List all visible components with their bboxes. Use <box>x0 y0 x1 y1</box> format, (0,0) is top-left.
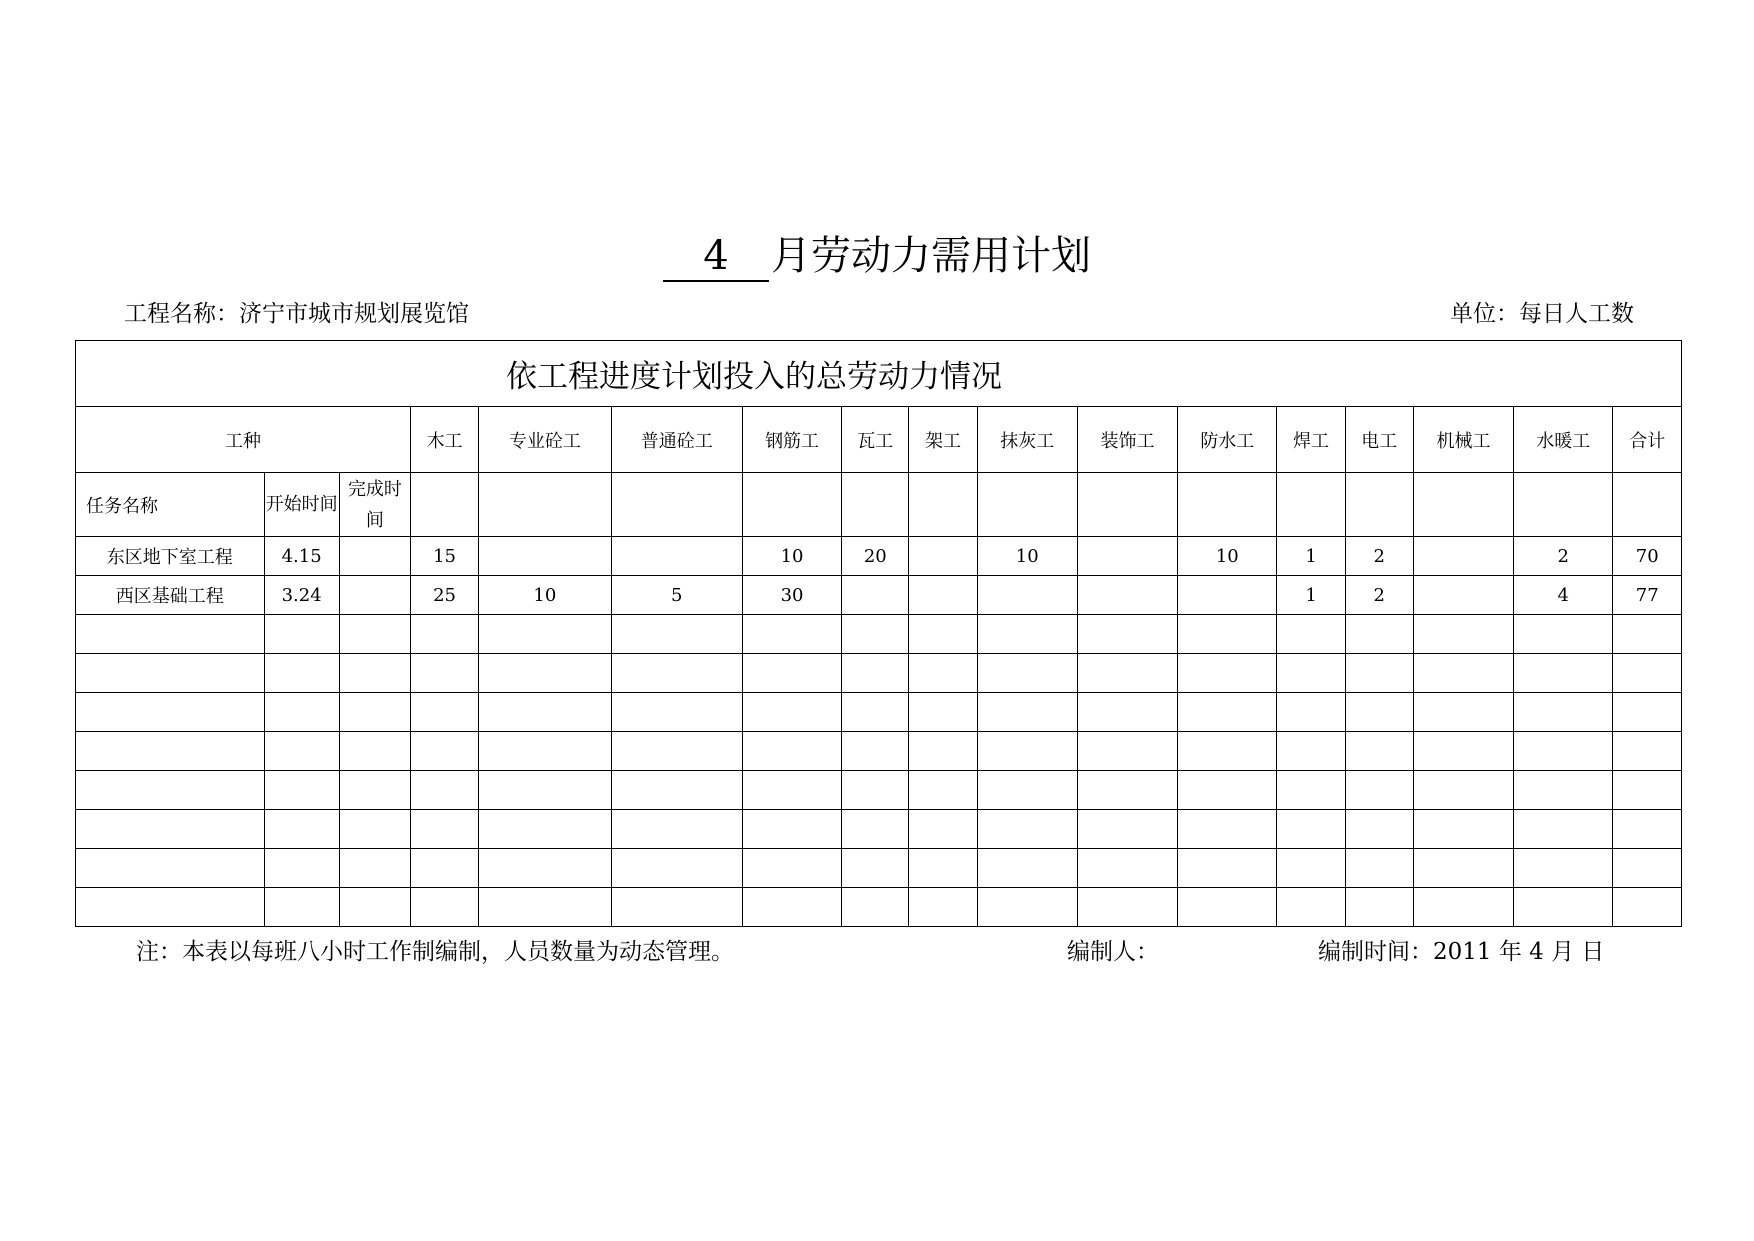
trade-header-cell: 装饰工 <box>1077 407 1177 473</box>
empty-cell <box>611 693 742 732</box>
value-cell <box>1077 576 1177 615</box>
header-blank-cell <box>842 473 909 537</box>
empty-cell <box>611 732 742 771</box>
project-name: 工程名称：济宁市城市规划展览馆 <box>124 301 469 327</box>
empty-cell <box>842 654 909 693</box>
empty-cell <box>977 771 1077 810</box>
empty-cell <box>479 693 611 732</box>
table-banner-row <box>76 341 1682 407</box>
empty-cell <box>339 654 410 693</box>
empty-cell <box>76 888 265 927</box>
header-blank-cell <box>977 473 1077 537</box>
trade-header-cell: 瓦工 <box>842 407 909 473</box>
empty-cell <box>76 615 265 654</box>
empty-cell <box>1514 771 1613 810</box>
empty-cell <box>742 615 841 654</box>
value-cell: 10 <box>1178 537 1277 576</box>
empty-cell <box>479 810 611 849</box>
task-name-header: 任务名称 <box>76 473 265 537</box>
empty-table-row <box>76 693 1682 732</box>
empty-cell <box>1613 732 1682 771</box>
empty-cell <box>479 615 611 654</box>
empty-cell <box>842 810 909 849</box>
empty-table-row <box>76 888 1682 927</box>
empty-cell <box>977 810 1077 849</box>
empty-table-row <box>76 771 1682 810</box>
value-cell <box>1077 537 1177 576</box>
header-blank-cell <box>1514 473 1613 537</box>
value-cell: 4 <box>1514 576 1613 615</box>
header-blank-cell <box>479 473 611 537</box>
empty-cell <box>1277 693 1345 732</box>
empty-cell <box>909 654 977 693</box>
value-cell: 77 <box>1613 576 1682 615</box>
header-blank-cell <box>909 473 977 537</box>
empty-cell <box>410 615 478 654</box>
header-blank-cell <box>1277 473 1345 537</box>
empty-cell <box>1413 732 1513 771</box>
empty-cell <box>1613 693 1682 732</box>
header-blank-cell <box>1613 473 1682 537</box>
empty-cell <box>1077 810 1177 849</box>
empty-table-row <box>76 732 1682 771</box>
empty-cell <box>1277 849 1345 888</box>
empty-cell <box>1514 849 1613 888</box>
footer-author: 编制人： <box>1067 939 1159 965</box>
value-cell <box>611 537 742 576</box>
empty-cell <box>1077 693 1177 732</box>
value-cell <box>1178 576 1277 615</box>
empty-cell <box>842 771 909 810</box>
start-time-cell: 3.24 <box>264 576 339 615</box>
empty-cell <box>264 693 339 732</box>
empty-cell <box>611 771 742 810</box>
empty-cell <box>1178 888 1277 927</box>
empty-cell <box>1178 654 1277 693</box>
empty-cell <box>1514 615 1613 654</box>
empty-cell <box>1514 732 1613 771</box>
empty-cell <box>977 654 1077 693</box>
value-cell: 2 <box>1514 537 1613 576</box>
value-cell: 25 <box>410 576 478 615</box>
empty-cell <box>1077 732 1177 771</box>
footer-date: 编制时间：2011 年 4 月 日 <box>1318 939 1605 965</box>
empty-cell <box>909 693 977 732</box>
trade-header-cell: 电工 <box>1345 407 1413 473</box>
empty-table-row <box>76 849 1682 888</box>
empty-cell <box>76 732 265 771</box>
value-cell: 2 <box>1345 537 1413 576</box>
empty-cell <box>1178 810 1277 849</box>
empty-cell <box>1413 810 1513 849</box>
empty-cell <box>479 849 611 888</box>
value-cell: 10 <box>742 537 841 576</box>
trade-header-cell: 专业砼工 <box>479 407 611 473</box>
empty-cell <box>1277 810 1345 849</box>
value-cell: 10 <box>977 537 1077 576</box>
empty-cell <box>842 849 909 888</box>
trade-header-cell: 普通砼工 <box>611 407 742 473</box>
empty-cell <box>1178 732 1277 771</box>
empty-cell <box>1077 615 1177 654</box>
empty-cell <box>1277 732 1345 771</box>
empty-cell <box>611 888 742 927</box>
empty-cell <box>1413 771 1513 810</box>
empty-cell <box>1178 693 1277 732</box>
end-time-header: 完成时间 <box>339 473 410 537</box>
empty-cell <box>909 888 977 927</box>
value-cell: 1 <box>1277 576 1345 615</box>
value-cell: 30 <box>742 576 841 615</box>
empty-cell <box>1613 771 1682 810</box>
value-cell: 70 <box>1613 537 1682 576</box>
empty-cell <box>410 693 478 732</box>
empty-cell <box>611 654 742 693</box>
empty-cell <box>742 654 841 693</box>
empty-cell <box>264 615 339 654</box>
empty-cell <box>1077 771 1177 810</box>
empty-cell <box>1413 654 1513 693</box>
trade-header-cell: 防水工 <box>1178 407 1277 473</box>
empty-cell <box>1178 615 1277 654</box>
empty-cell <box>264 888 339 927</box>
empty-cell <box>479 732 611 771</box>
table-row <box>76 537 1682 576</box>
trade-header-cell: 架工 <box>909 407 977 473</box>
empty-cell <box>76 771 265 810</box>
empty-cell <box>410 732 478 771</box>
empty-cell <box>742 693 841 732</box>
empty-cell <box>1413 693 1513 732</box>
empty-cell <box>339 771 410 810</box>
value-cell: 1 <box>1277 537 1345 576</box>
empty-cell <box>76 810 265 849</box>
empty-cell <box>1077 888 1177 927</box>
trade-header-cell: 机械工 <box>1413 407 1513 473</box>
empty-cell <box>611 810 742 849</box>
empty-cell <box>1413 615 1513 654</box>
empty-cell <box>742 849 841 888</box>
page-title <box>0 228 1754 284</box>
empty-cell <box>76 849 265 888</box>
start-time-cell: 4.15 <box>264 537 339 576</box>
empty-cell <box>264 849 339 888</box>
value-cell <box>842 576 909 615</box>
empty-cell <box>1413 888 1513 927</box>
trade-header-cell: 木工 <box>410 407 478 473</box>
empty-cell <box>842 888 909 927</box>
task-name-cell: 东区地下室工程 <box>76 537 265 576</box>
unit-label: 单位：每日人工数 <box>1450 301 1634 327</box>
empty-cell <box>1345 654 1413 693</box>
empty-cell <box>1277 771 1345 810</box>
empty-cell <box>339 849 410 888</box>
trade-header-row <box>76 407 1682 473</box>
empty-cell <box>76 693 265 732</box>
empty-cell <box>1277 888 1345 927</box>
empty-cell <box>479 888 611 927</box>
header-blank-cell <box>742 473 841 537</box>
empty-cell <box>410 771 478 810</box>
empty-cell <box>339 888 410 927</box>
empty-cell <box>842 732 909 771</box>
value-cell <box>909 537 977 576</box>
value-cell <box>1413 576 1513 615</box>
empty-table-row <box>76 810 1682 849</box>
empty-cell <box>339 693 410 732</box>
empty-cell <box>479 771 611 810</box>
header-blank-cell <box>1345 473 1413 537</box>
header-blank-cell <box>611 473 742 537</box>
empty-cell <box>1277 615 1345 654</box>
header-blank-cell <box>1077 473 1177 537</box>
empty-cell <box>1514 888 1613 927</box>
empty-cell <box>264 810 339 849</box>
empty-cell <box>977 849 1077 888</box>
empty-cell <box>1345 849 1413 888</box>
header-blank-cell <box>1413 473 1513 537</box>
value-cell: 15 <box>410 537 478 576</box>
task-name-cell: 西区基础工程 <box>76 576 265 615</box>
header-blank-cell <box>1178 473 1277 537</box>
empty-cell <box>842 693 909 732</box>
value-cell <box>479 537 611 576</box>
header-blank-cell <box>410 473 478 537</box>
empty-cell <box>742 888 841 927</box>
empty-cell <box>339 810 410 849</box>
table-row <box>76 576 1682 615</box>
empty-cell <box>1345 771 1413 810</box>
empty-cell <box>742 771 841 810</box>
trade-header-cell: 钢筋工 <box>742 407 841 473</box>
empty-cell <box>909 771 977 810</box>
empty-cell <box>1345 732 1413 771</box>
empty-cell <box>410 654 478 693</box>
empty-cell <box>977 732 1077 771</box>
empty-cell <box>1345 810 1413 849</box>
empty-cell <box>1613 615 1682 654</box>
empty-cell <box>76 654 265 693</box>
empty-cell <box>1514 654 1613 693</box>
trade-header: 工种 <box>76 407 411 473</box>
trade-header-cell: 抹灰工 <box>977 407 1077 473</box>
empty-cell <box>611 849 742 888</box>
empty-cell <box>1345 615 1413 654</box>
empty-cell <box>742 810 841 849</box>
empty-cell <box>1077 654 1177 693</box>
empty-cell <box>1345 693 1413 732</box>
empty-cell <box>339 615 410 654</box>
title-text: 月劳动力需用计划 <box>771 233 1091 279</box>
value-cell: 10 <box>479 576 611 615</box>
value-cell <box>1413 537 1513 576</box>
empty-table-row <box>76 615 1682 654</box>
empty-cell <box>1514 693 1613 732</box>
empty-cell <box>977 693 1077 732</box>
empty-cell <box>977 888 1077 927</box>
empty-cell <box>264 732 339 771</box>
empty-cell <box>977 615 1077 654</box>
title-month: 4 <box>663 232 769 282</box>
empty-cell <box>1413 849 1513 888</box>
labor-plan-table <box>75 340 1682 927</box>
task-header-row <box>76 473 1682 537</box>
empty-cell <box>1613 888 1682 927</box>
empty-cell <box>479 654 611 693</box>
empty-cell <box>909 615 977 654</box>
empty-cell <box>264 771 339 810</box>
trade-header-cell: 焊工 <box>1277 407 1345 473</box>
empty-cell <box>611 615 742 654</box>
value-cell <box>977 576 1077 615</box>
empty-cell <box>410 810 478 849</box>
empty-cell <box>410 888 478 927</box>
empty-cell <box>1345 888 1413 927</box>
empty-table-row <box>76 654 1682 693</box>
table-banner: 依工程进度计划投入的总劳动力情况 <box>76 341 1682 407</box>
empty-cell <box>339 732 410 771</box>
empty-cell <box>1514 810 1613 849</box>
empty-cell <box>1077 849 1177 888</box>
footer-note: 注：本表以每班八小时工作制编制，人员数量为动态管理。 <box>136 939 734 965</box>
end-time-cell <box>339 537 410 576</box>
empty-cell <box>410 849 478 888</box>
trade-header-cell: 合计 <box>1613 407 1682 473</box>
start-time-header: 开始时间 <box>264 473 339 537</box>
end-time-cell <box>339 576 410 615</box>
empty-cell <box>842 615 909 654</box>
empty-cell <box>909 810 977 849</box>
empty-cell <box>264 654 339 693</box>
value-cell <box>909 576 977 615</box>
empty-cell <box>1178 771 1277 810</box>
value-cell: 5 <box>611 576 742 615</box>
value-cell: 20 <box>842 537 909 576</box>
empty-cell <box>1613 810 1682 849</box>
value-cell: 2 <box>1345 576 1413 615</box>
empty-cell <box>1277 654 1345 693</box>
empty-cell <box>909 732 977 771</box>
empty-cell <box>1613 654 1682 693</box>
empty-cell <box>1178 849 1277 888</box>
trade-header-cell: 水暖工 <box>1514 407 1613 473</box>
empty-cell <box>1613 849 1682 888</box>
empty-cell <box>909 849 977 888</box>
empty-cell <box>742 732 841 771</box>
